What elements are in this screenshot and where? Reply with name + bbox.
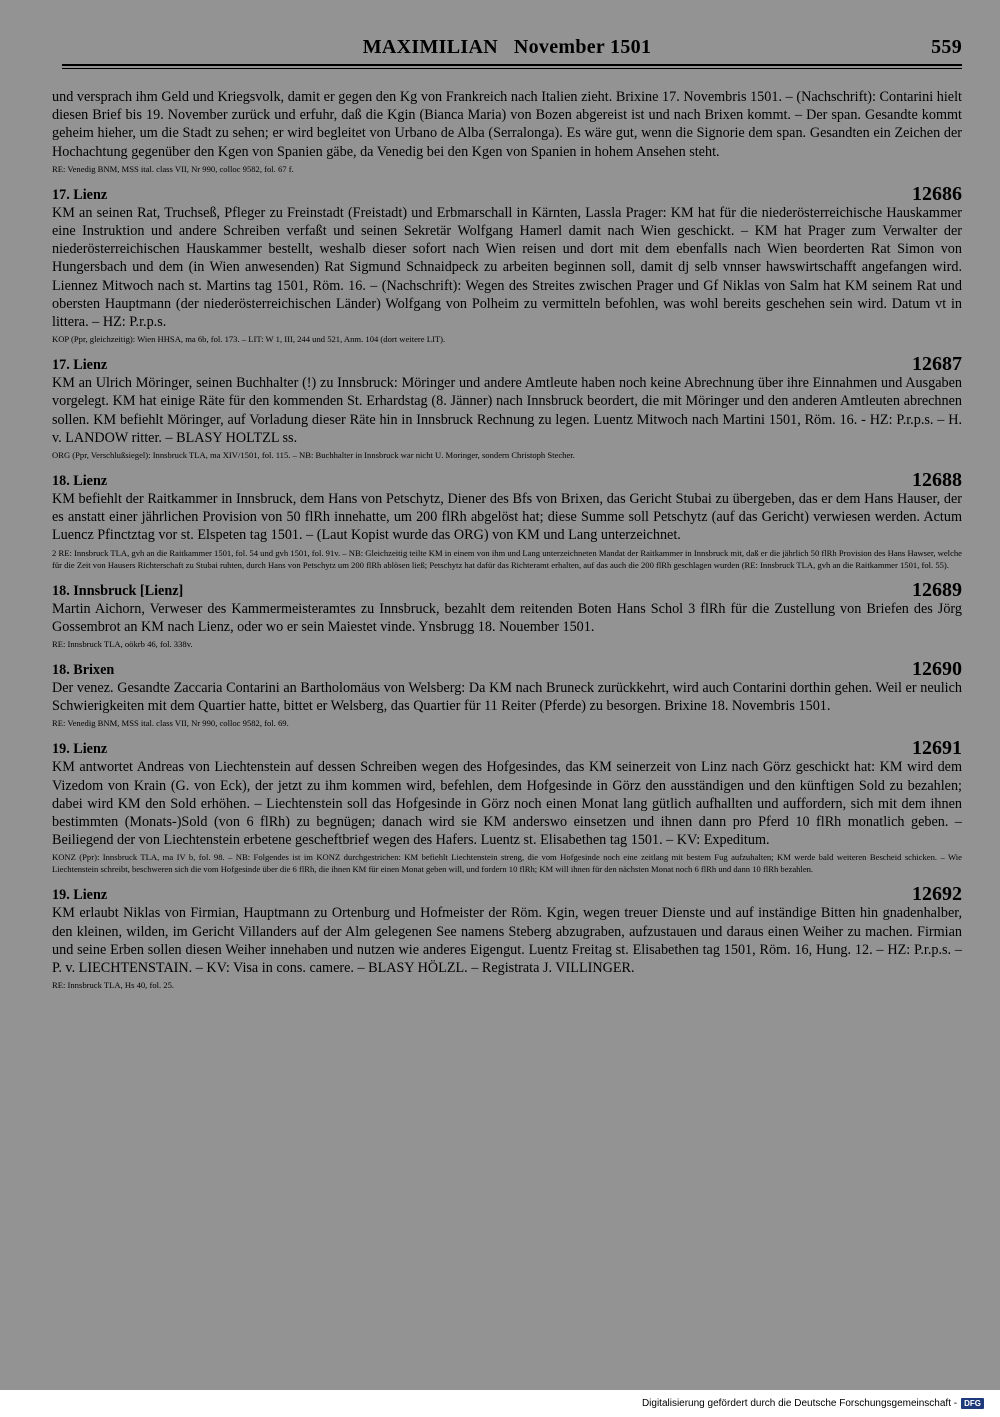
regest-entry xyxy=(52,354,962,461)
entry-text: Martin Aichorn, Verweser des Kammermeisteramtes zu Innsbruck, bezahlt dem reitenden Boten Hans Schol 3 flRh für die Zustellung von Briefen des Jörg Gossembrot an KM nach Lienz, oder wo er sein Maiestet vinde. Ynsbrugg 18. Nouember 1501. xyxy=(52,600,962,635)
page-header xyxy=(52,34,962,62)
entry-text: Der venez. Gesandte Zaccaria Contarini an Bartholomäus von Welsberg: Da KM nach Bruneck zurückkehrt, wird auch Contarini dorthin gehen. Weil er neulich Schwierigkeiten mit dem Quartier hatte, bittet er Welsberg, das Quartier für 11 Reiter (Pferde) zu besorgen. Brixine 18. Novembris 1501. xyxy=(52,680,962,715)
entry-date: 19. Lienz xyxy=(52,741,108,758)
continuation-block xyxy=(52,88,962,175)
header-rule-thin xyxy=(62,68,962,69)
entry-text: KM an Ulrich Möringer, seinen Buchhalter (!) zu Innsbruck: Möringer und andere Amtleute haben noch keine Abrechnung über ihre Einnahmen und Ausgaben vorgelegt. KM hat einige Räte für den kommenden St. Erhardstag (8. Jänner) nach Innsbruck beordert, die mit Möringer und den anderen Amtleuten abrechnen sollen. KM befiehlt Möringer, auf Vorladung dieser Räte hin in Innsbruck Rechnung zu legen. Luentz Mitwoch nach Martini 1501, Röm. 16. - HZ: P.r.p.s. – H. v. LANDOW ritter. – BLASY HOLTZL ss. xyxy=(52,375,962,446)
entry-number: 12692 xyxy=(912,883,962,906)
entry-number: 12690 xyxy=(912,658,962,681)
entry-text: KM antwortet Andreas von Liechtenstein auf dessen Schreiben wegen des Hofgesindes, das KM seinerzeit von Linz nach Görz geschickt hat: KM wird dem Vizedom von Krain (G. von Eck), der jetzt zu ihm kommen wird, befehlen, dem Hofgesinde in Görz den ausständigen und den künftigen Sold zu bezahlen; dabei wird KM den Sold erhöhen. – Liechtenstein soll das Hofgesinde in Görz noch einen Monat lang gütlich aufhallten und auffordern, sich mit dem ihnen bestimmten (Monats-)Sold (von 6 flRh) zu begnügen; danach wird sie KM anderswo einsetzen und ihnen dann pro Pferd 10 flRh monatlich geben. – Beiliegend der von Liechtenstein erbetene gescheftbrief wegen des Hafers. Luentz st. Elisabethen tag 1501. – KV: Expeditum. xyxy=(52,759,962,849)
entry-date: 17. Lienz xyxy=(52,186,108,203)
continuation-text: und versprach ihm Geld und Kriegsvolk, damit er gegen den Kg von Frankreich nach Italien zieht. Brixine 17. Novembris 1501. – (Nachschrift): Contarini hielt diesen Brief bis 19. November zurück und erfuhr, daß die Kgin (Bianca Maria) von Bozen abgereist ist und nach Brixen kommt. – Der span. Gesandte kommt geheim hieher, um die Stadt zu sehen; er wird begleitet von Urbano de Alba (Serralonga). Es wäre gut, wenn die Signorie dem span. Gesandten ein Zeichen der Hochachtung gegenüber den Kgen von Spanien gäbe, da Venedig bei den Kgen von Spanien in hohem Ansehen steht. xyxy=(52,89,962,160)
footer-credit: Digitalisierung gefördert durch die Deutsche Forschungsgemeinschaft - xyxy=(641,1398,958,1409)
entry-number: 12688 xyxy=(912,469,962,492)
running-title: MAXIMILIAN November 1501 xyxy=(362,36,652,58)
entry-number: 12687 xyxy=(912,353,962,376)
entry-date: 18. Innsbruck [Lienz] xyxy=(52,582,184,599)
entry-header xyxy=(52,470,962,490)
entry-date: 17. Lienz xyxy=(52,357,108,374)
entry-header xyxy=(52,354,962,374)
entry-header xyxy=(52,580,962,600)
dfg-logo-icon: DFG xyxy=(961,1398,984,1409)
entry-header xyxy=(52,884,962,904)
entry-date: 18. Brixen xyxy=(52,662,115,679)
regest-entry xyxy=(52,884,962,991)
entry-header xyxy=(52,659,962,679)
entry-header xyxy=(52,184,962,204)
entry-source: RE: Venedig BNM, MSS ital. class VII, Nr 990, colloc 9582, fol. 69. xyxy=(52,718,289,729)
entry-text: KM befiehlt der Raitkammer in Innsbruck, dem Hans von Petschytz, Diener des Bfs von Brixen, das Gericht Stubai zu übergeben, das er dem Hans Hauser, der es anstatt einer jährlichen Provision von 50 flRh innehatte, um 200 flRh abgelöst hat; diese Summe soll Petschytz (auf das Gericht) verwiesen werden. Actum Luencz Pfinctztag vor st. Elspeten tag 1501. – (Laut Kopist wurde das ORG) von KM und Lang unterzeichnet. xyxy=(52,491,962,544)
entry-date: 18. Lienz xyxy=(52,473,108,490)
entry-number: 12691 xyxy=(912,737,962,760)
entry-header xyxy=(52,738,962,758)
entry-source: RE: Innsbruck TLA, Hs 40, fol. 25. xyxy=(52,980,175,991)
header-rule xyxy=(62,64,962,66)
regest-entry xyxy=(52,738,962,875)
entry-source: 2 RE: Innsbruck TLA, gvh an die Raitkammer 1501, fol. 54 und gvh 1501, fol. 91v. – NB: Gleichzeitig teilte KM in einem von ihm und Lang unterzeichneten Mandat der Raitkammer in Innsbruck mit, daß er die jährlich 50 flRh Provision des Hans Hawser, welche für die Zeit von Hausers Richterschaft zu Stubai ruhten, durch Hans von Petschytz um 200 flRh ablösen ließ; Petschytz hat dafür das Richteramt erhalten, auf das auch die 200 flRh geschlagen wurden (RE: Innsbruck TLA, gvh an die Raitkammer 1501, fol. 55). xyxy=(52,547,962,570)
page-number: 559 xyxy=(931,36,962,58)
regest-entry xyxy=(52,470,962,571)
digitization-footer xyxy=(642,1398,984,1409)
entry-source: RE: Innsbruck TLA, oökrb 46, fol. 338v. xyxy=(52,639,193,650)
entry-text: KM an seinen Rat, Truchseß, Pfleger zu Freinstadt (Freistadt) und Erbmarschall in Kärnten, Lassla Prager: KM hat für die niederösterreichische Hauskammer eine Instruktion und andere Schreiben verfaßt und seinen Sekretär Wolfgang Hamerl damit nach Wien geschickt. – KM hat Prager zum Verwalter der niederösterreichischen Hauskammer bestellt, weshalb dieser sofort nach Wien reisen und dort mit dem ebenfalls nach Wien beorderten Rat Simon von Hungersbach und dem (in Wien anwesenden) Rat Sigmund Schnaidpeck zu arbeiten beginnen soll, damit dj selb vnnser hawswirtschafft angefangen wird. Liennez Mitwoch nach st. Martins tag 1501, Röm. 16. – (Nachschrift): Wegen des Streites zwischen Prager und Gf Niklas von Salm hat KM seinem Rat und obersten Hauptmann (der niederösterreichischen Länder) Wolfgang von Polheim zu vermitteln befohlen, was wohl bereits geschehen sein wird. Datum vt in littera. – HZ: P.r.p.s. xyxy=(52,204,962,331)
regest-entry xyxy=(52,580,962,650)
entry-source: KOP (Ppr, gleichzeitig): Wien HHSA, ma 6b, fol. 173. – LIT: W 1, III, 244 und 521, Anm. 104 (dort weitere LIT). xyxy=(52,334,446,345)
entry-source: ORG (Ppr, Verschlußsiegel): Innsbruck TLA, ma XIV/1501, fol. 115. – NB: Buchhalter in Innsbruck war nicht U. Moringer, sondern Christoph Stecher. xyxy=(52,450,575,461)
entry-number: 12689 xyxy=(912,578,962,601)
regest-entry xyxy=(52,659,962,729)
regest-entry xyxy=(52,184,962,345)
entry-text: KM erlaubt Niklas von Firmian, Hauptmann zu Ortenburg und Hofmeister der Röm. Kgin, wegen treuer Dienste und auf inständige Bitten hin gnadenhalber, den kleinen, wilden, im Gericht Villanders auf der Alm gelegenen See namens Steberg abzugraben, aufzustauen und daraus einen Weiher zu machen. Firmian und seine Erben sollen diesen Weiher innehaben und nutzen wie anderes Eigengut. Luentz Freitag st. Elisabethen tag 1501, Röm. 16, Hung. 12. – HZ: P.r.p.s. – P. v. LIECHTENSTAIN. – KV: Visa in cons. camere. – BLASY HÖLZL. – Registrata J. VILLINGER. xyxy=(52,905,962,977)
entry-source: KONZ (Ppr): Innsbruck TLA, ma IV b, fol. 98. – NB: Folgendes ist im KONZ durchgestrichen: KM befiehlt Liechtenstein streng, die vom Hofgesinde noch eine zeitlang mit bestem Fug aufzuhalten; KM werde bald weiteren Bescheid schicken. – Wie Liechtenstein schreibt, beschweren sich die vom Hofgesinde über die 6 flRh, die ihnen KM für einen Monat geben will, und fordern 10 flRh; KM will ihnen für den nächsten Monat noch 6 flRh und dann 10 flRh bezahlen. xyxy=(52,852,962,875)
continuation-source: RE: Venedig BNM, MSS ital. class VII, Nr 990, colloc 9582, fol. 67 f. xyxy=(52,163,294,174)
page-content xyxy=(52,88,962,991)
entry-number: 12686 xyxy=(912,182,962,205)
entry-date: 19. Lienz xyxy=(52,887,108,904)
